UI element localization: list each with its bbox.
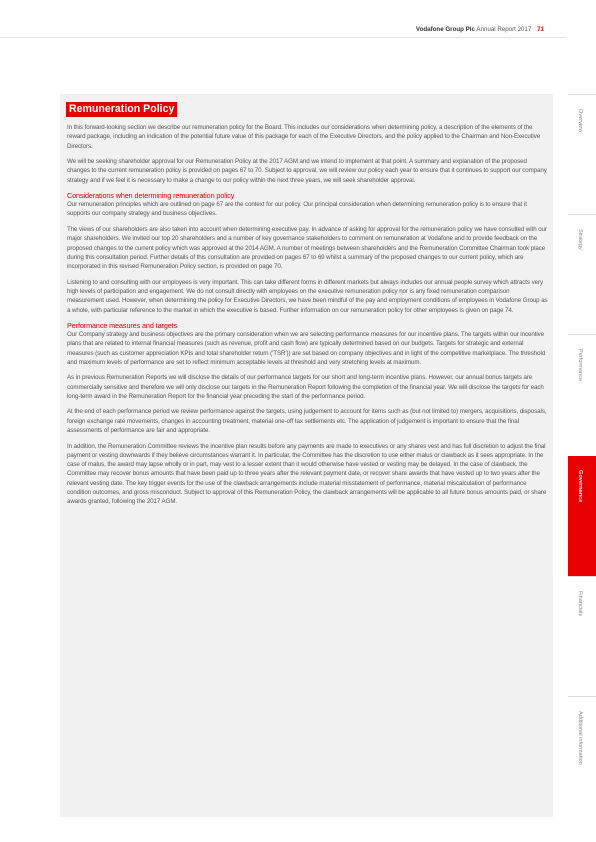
tab-label: Overview: [577, 109, 583, 133]
section-title-wrap: [66, 99, 177, 117]
tab-label: Strategy: [577, 229, 583, 250]
tab-label: Performance: [577, 349, 583, 382]
paragraph: Our remuneration principles which are outlined on page 67 are the context for our policy. Our principal consideration when determining remuneration policy is to ensure that it supports our company strategy and business objectives.: [67, 201, 527, 218]
paragraph: The views of our shareholders are also taken into account when determining executive pay. In advance of asking for approval for the remuneration policy we have consulted with our major shareholders. We invited our top 20 shareholders and a number of key governance stakeholders to comment on remuneration at Vodafone and to provide feedback on the proposed changes to the current policy which was approved at the 2014 AGM. A number of meetings between shareholders and the Remuneration Committee Chairman took place during this consultation period. Further details of this consultation are provided on pages 67 to 69 whilst a summary of the proposed changes to our current policy, which are incorporated in this revised Remuneration Policy section, is provided on page 70.: [67, 225, 547, 271]
section-nav: [568, 94, 596, 817]
section-title: Remuneration Policy: [66, 102, 177, 117]
paragraph: As in previous Remuneration Reports we will disclose the details of our performance targets for our short and long-term incentive plans. However, our annual bonus targets are commercially sensitive and therefore we will only disclose our targets in the Remuneration Report following the completion of the financial year. We will disclose the targets for each long-term award in the Remuneration Report for the financial year preceding the start of the performance period.: [67, 374, 544, 400]
paragraph: At the end of each performance period we review performance against the targets, using judgement to account for items such as (but not limited to) mergers, acquisitions, disposals, foreign exchange rate movements, changes in accounting treatment, material one-off tax settlements etc. The application of judgement is important to ensure that the final assessments of performance are fair and appropriate.: [67, 408, 547, 435]
paragraph: Our Company strategy and business objectives are the primary consideration when we are selecting performance measures for our incentive plans. The targets within our incentive plans that are related to internal financial measures (such as revenue, profit and cash flow) are typically determined based on our budgets. Targets for strategic and external measures (such as customer appreciation KPIs and total shareholder return ('TSR')) are set based on company objectives and in light of the competitive marketplace. The threshold and maximum levels of performance are set to reflect minimum acceptable levels at threshold and very stretching levels at maximum.: [67, 330, 546, 366]
subheading-performance-measures: Performance measures and targets: [67, 320, 178, 330]
body-text: [67, 123, 548, 513]
subheading-considerations: Considerations when determining remuneration policy: [67, 191, 235, 201]
report-name: Annual Report 2017: [476, 26, 532, 33]
tab-overview[interactable]: [568, 94, 596, 214]
intro-paragraph: In this forward-looking section we describe our remuneration policy for the Board. This includes our considerations when determining policy, a description of the elements of the reward package, including an indication of the potential future value of this package for each of the Executive Directors, and the policy applied to the Chairman and Non-Executive Directors.: [67, 124, 541, 150]
tab-strategy[interactable]: [568, 214, 596, 334]
company-name: Vodafone Group Plc: [415, 26, 475, 33]
header-divider: [0, 37, 566, 38]
tab-additional-information[interactable]: [568, 696, 596, 817]
tab-label: Governance: [577, 470, 583, 503]
paragraph: In addition, the Remuneration Committee reviews the incentive plan results before any payments are made to executives or any shares vest and has full discretion to adjust the final payment or vesting downwards if they believe circumstances warrant it. In particular, the Committee has the discretion to use either malus or clawback as it sees appropriate. In the case of malus, the award may lapse wholly or in part, may vest to a lesser extent than it would otherwise have vested or vesting may be delayed. In the case of clawback, the Committee may recover bonus amounts that have been paid up to three years after the relevant payment date, or recover share awards that have vested up to two years after the relevant vesting date. The key trigger events for the use of the clawback arrangements include material misstatement of performance, material miscalculation of performance condition outcomes, and gross misconduct. Subject to approval of this Remuneration Policy, the clawback arrangements will be applicable to all future bonus amounts paid, or share awards granted, following the 2017 AGM.: [67, 442, 547, 506]
tab-performance[interactable]: [568, 334, 596, 456]
page-number: 71: [537, 26, 544, 33]
intro-paragraph: We will be seeking shareholder approval for our Remuneration Policy at the 2017 AGM and we intend to implement at that point. A summary and explanation of the proposed changes to the current remuneration policy is provided on pages 67 to 70. Subject to approval, we will review our policy each year to ensure that it continues to support our company strategy and if we feel it is necessary to make a change to our policy within the next three years, we will seek shareholder approval.: [67, 158, 547, 184]
paragraph: Listening to and consulting with our employees is very important. This can take different forms in different markets but always includes our annual people survey which attracts very high levels of participation and engagement. We do not consult directly with employees on the executive remuneration policy nor is any fixed remuneration comparison measurement used. However, when determining the policy for Executive Directors, we have been mindful of the pay and employment conditions of employees in Vodafone Group as a whole, with particular reference to the market in which the executive is based. Further information on our remuneration policy for other employees is given on page 74.: [67, 278, 548, 314]
running-header: [416, 26, 544, 33]
tab-label: Financials: [577, 591, 583, 617]
tab-governance[interactable]: [568, 456, 596, 576]
tab-financials[interactable]: [568, 576, 596, 696]
tab-label: Additional information: [577, 711, 583, 765]
